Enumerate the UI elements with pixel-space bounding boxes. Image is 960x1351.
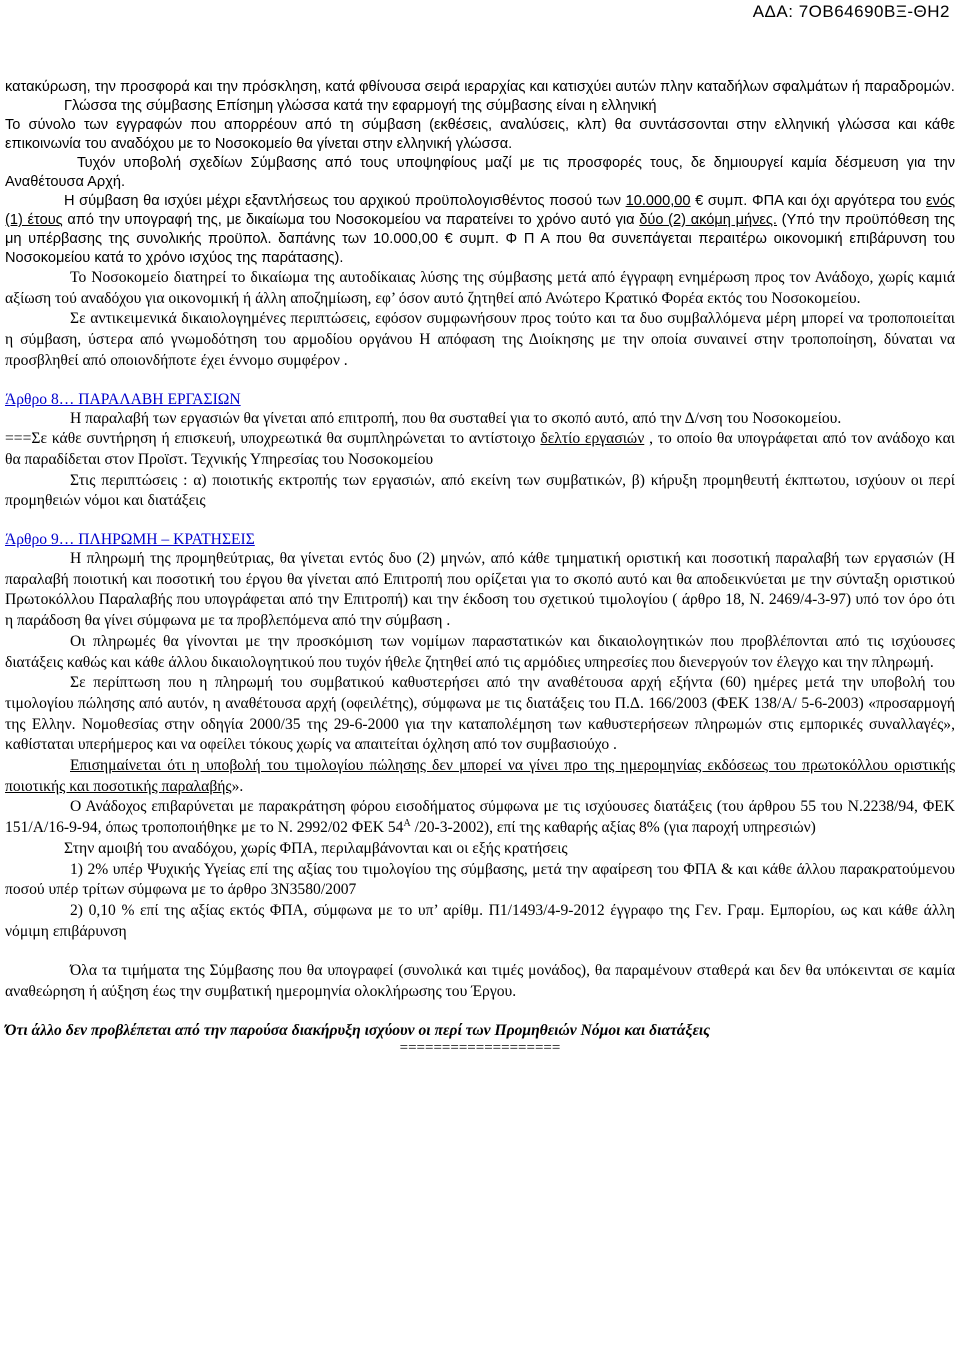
- work-sheet-link: δελτίο εργασιών: [540, 430, 645, 448]
- invoice-notice: Επισημαίνεται ότι η υποβολή του τιμολογίου πώλησης δεν μπορεί να γίνει προ της ημερομηνίας εκδόσεως του πρωτοκόλλου οριστικής ποιοτικής και ποσοτικής παραλαβής: [5, 757, 955, 795]
- duration-text-a: Η σύμβαση θα ισχύει μέχρι εξαντλήσεως του αρχικού προϋπολογισθέντος ποσού των: [64, 193, 626, 209]
- article-8: [5, 391, 955, 513]
- ada-code: ΑΔΑ: 7ΟΒ64690ΒΞ-ΘΗ2: [752, 2, 950, 21]
- divider-line: ===================: [399, 1039, 561, 1056]
- article-8-paragraph-1: Η παραλαβή των εργασιών θα γίνεται από επιτροπή, που θα συσταθεί για το σκοπό αυτό, από την Δ/νση του Νοσοκομείου.: [70, 409, 842, 427]
- duration-paragraph: [5, 192, 955, 268]
- intro-section: [5, 78, 955, 268]
- article-8-heading: Άρθρο 8… ΠΑΡΑΛΑΒΗ ΕΡΓΑΣΙΩΝ: [5, 390, 241, 408]
- article-9-paragraph-7: 1) 2% υπέρ Ψυχικής Υγείας επί της αξίας του τιμολογίου της σύμβασης, μετά την αφαίρεση του ΦΠΑ & και κάθε άλλου παρακρατούμενου ποσού υπέρ τρίτων σύμφωνα με το άρθρο 3Ν3580/2007: [5, 860, 955, 899]
- article-9-paragraph-6: Στην αμοιβή του αναδόχου, χωρίς ΦΠΑ, περιλαμβάνονται και οι εξής κρατήσεις: [64, 839, 568, 857]
- duration-two-months: δύο (2) ακόμη μήνες.: [639, 212, 777, 228]
- duration-one-year: ενός (1) έτους: [5, 193, 955, 228]
- intro-paragraph-4: Τυχόν υποβολή σχεδίων Σύμβασης από τους υποψηφίους μαζί με τις προσφορές τους, δε δημιουργεί καμία δέσμευση για την Αναθέτουσα Αρχή.: [5, 155, 955, 190]
- duration-text-b: € συμπ. ΦΠΑ και όχι αργότερα του: [690, 193, 927, 209]
- article-9-paragraph-3: Σε περίπτωση που η πληρωμή του συμβατικού καθυστερήσει από την αναθέτουσα αρχή εξήντα (60) ημέρες μετά την υποβολή του τιμολογίου πώλησης από αυτόν, η αναθέτουσα αρχή (οφειλέτης), σύμφωνα με τις διατάξεις του Π.Δ. 166/2003 (ΦΕΚ 138/Α/ 5-6-2003) «προσαρμογή της Ελλην. Νομοθεσίας στην οδηγία 2000/35 της 29-6-2000 για την καταπολέμηση των καθυστερήσεων πληρωμών στις εμπορικές συναλλαγές», καθίσταται υπερήμερος και να οφείλει τόκους χωρίς να απαιτείται όχληση από τον συμβασιούχο .: [5, 674, 955, 754]
- termination-paragraph: Το Νοσοκομείο διατηρεί το δικαίωμα της αυτοδίκαιας λύσης της σύμβασης μετά από έγγραφη ενημέρωση προς τον Ανάδοχο, χωρίς καμιά αξίωση τού αναδόχου για οικονομική ή άλλη αποζημίωση, εφ’ όσον αυτό ζητηθεί από Ανώτερο Κρατικό Φορέα εκτός του Νοσοκομείου.: [5, 269, 955, 307]
- article-8-text-b: , το οποίο θα υπογράφεται από τον ανάδοχο και θα παραδίδεται στον Προϊστ. Τεχνικής Υπηρεσίας του Νοσοκομείου: [5, 430, 955, 468]
- article-9-paragraph-2: Οι πληρωμές θα γίνονται με την προσκόμιση των νομίμων παραστατικών και δικαιολογητικών που προβλέπονται από τις ισχύουσες διατάξεις καθώς και κάθε άλλου δικαιολογητικού που τυχόν ήθελε ζητηθεί από τις αρμόδιες υπηρεσίες που διενεργούν τον έλεγχο και την πληρωμή.: [5, 632, 955, 671]
- article-8-paragraph-2: [5, 429, 955, 470]
- article-8-paragraph-3: Στις περιπτώσεις : α) ποιοτικής εκτροπής των εργασιών, από εκείνη των συμβατικών, β) κήρυξη προμηθευτή έκπτωτου, ισχύουν οι περί προμηθειών νόμοι και διατάξεις: [5, 471, 955, 510]
- tax-text-a: Ο Ανάδοχος επιβαρύνεται με παρακράτηση φόρου εισοδήματος σύμφωνα με τις ισχύουσες διατάξεις (του άρθρου 55 του Ν.2238/94, ΦΕΚ 151/Α/16-9-94, όπως τροποποιήθηκε με το Ν. 2992/02 ΦΕΚ 54: [5, 798, 955, 837]
- intro-paragraph-3: Το σύνολο των εγγραφών που απορρέουν από τη σύμβαση (εκθέσεις, αναλύσεις, κλπ) θα συντάσσονται στην ελληνική γλώσσα και κάθε επικοινωνία του αναδόχου με το Νοσοκομείο θα γίνεται στην ελληνική γλώσσα.: [5, 117, 955, 152]
- article-9-paragraph-8: 2) 0,10 % επί της αξίας εκτός ΦΠΑ, σύμφωνα με το υπ’ αρίθμ. Π1/1493/4-9-2012 έγγραφο της Γεν. Γραμ. Εμπορίου, ως και κάθε άλλη νόμιμη επιβάρυνση: [5, 901, 955, 940]
- closing-statement: Ότι άλλο δεν προβλέπεται από την παρούσα διακήρυξη ισχύουν οι περί των Προμηθειών Νόμοι και διατάξεις: [5, 1021, 711, 1039]
- article-9-paragraph-1: Η πληρωμή της προμηθεύτριας, θα γίνεται εντός δυο (2) μηνών, από κάθε τμηματική οριστική και ποσοτική παραλαβή των εργασιών (Η παραλαβή ποιοτική και ποσοτική του έργου θα γίνεται από Επιτροπή που ορίζεται για το σκοπό αυτό και θα αποδεικνύεται με την σύνταξη οριστικού Πρωτοκόλλου Παραλαβής που υπογράφεται από την Επιτροπή) και την έκδοση του σχετικού τιμολογίου ( άρθρο 18, Ν. 2469/4-3-97) υπό τον όρο ότι η παράδοση θα γίνει σύμφωνα με τα προβλεπόμενα από την σύμβαση .: [5, 550, 955, 630]
- duration-amount: 10.000,00: [625, 193, 691, 209]
- article-9: [5, 531, 955, 1003]
- tax-superscript: Α: [403, 817, 411, 829]
- article-8-text-a: ===Σε κάθε συντήρηση ή επισκευή, υποχρεωτικά θα συμπληρώνεται το αντίστοιχο: [5, 430, 541, 448]
- tax-text-b: /20-3-2002), επί της καθαρής αξίας 8% (για παροχή υπηρεσιών): [410, 819, 816, 837]
- article-9-paragraph-4: [5, 756, 955, 797]
- invoice-notice-end: ».: [231, 777, 244, 795]
- article-9-paragraph-5: [5, 797, 955, 838]
- duration-text-d: (Υπό την προϋπόθεση της μη υπέρβασης της συνολικής προϋπολ. δαπάνης των 10.000,00 € συμπ. Φ Π Α που θα συνεπάγεται περαιτέρω οικονομική επιβάρυνση του Νοσοκομείου κατά το χρόνο ισχύος της παράτασης).: [5, 212, 955, 266]
- article-9-paragraph-9: Όλα τα τιμήματα της Σύμβασης που θα υπογραφεί (συνολικά και τιμές μονάδος), θα παραμένουν σταθερά και δεν θα υπόκεινται σε καμία αναθεώρηση ή αύξηση έως την συμβατική ημερομηνία ολοκλήρωσης του Έργου.: [5, 962, 955, 1001]
- terms-section: [5, 268, 955, 372]
- article-9-heading: Άρθρο 9… ΠΛΗΡΩΜΗ – ΚΡΑΤΗΣΕΙΣ: [5, 531, 255, 549]
- modification-paragraph: Σε αντικειμενικά δικαιολογημένες περιπτώσεις, εφόσον συμφωνήσουν προς τούτο και τα δυο συμβαλλόμενα μέρη μπορεί να τροποποιείται η σύμβαση, ύστερα από γνωμοδότηση του αρμοδίου οργάνου Η απόφαση της Διοίκησης με την οποία συναινεί στην τροποποίηση, δύναται να προσβληθεί από οποιονδήποτε έχει έννομο συμφέρον .: [5, 310, 955, 369]
- intro-paragraph-2: Γλώσσα της σύμβασης Επίσημη γλώσσα κατά την εφαρμογή της σύμβασης είναι η ελληνική: [64, 98, 657, 114]
- duration-text-c: από την υπογραφή της, με δικαίωμα του Νοσοκομείου να παρατείνει το χρόνο αυτό για: [62, 212, 640, 228]
- intro-paragraph-1: κατακύρωση, την προσφορά και την πρόσκληση, κατά φθίνουσα σειρά ιεραρχίας και κατισχύει αυτών πλην καταδήλων σφαλμάτων ή παραδρομών.: [5, 79, 955, 95]
- document-page: [5, 78, 955, 1056]
